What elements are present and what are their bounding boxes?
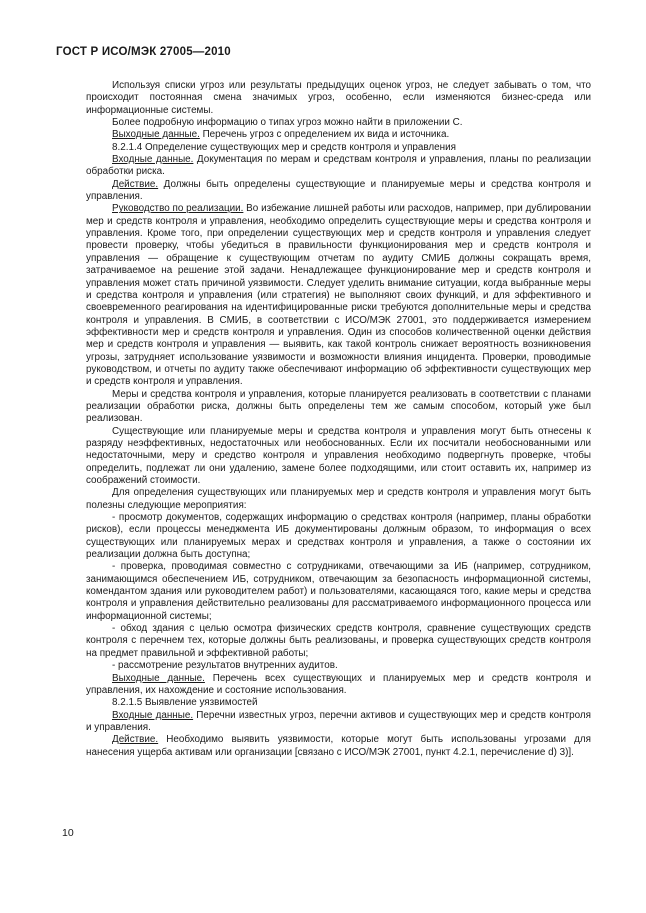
paragraph-text: - просмотр документов, содержащих информацию о средствах контроля (например, планы обработки рисков), если процессы менеджмента ИБ документированы должным образом, то информация о всех существующих или планируемых мерах и средствах контроля и управления, а также о состоянии их реализации должна быть доступна; xyxy=(86,512,591,561)
paragraph xyxy=(86,487,591,512)
page-number: 10 xyxy=(62,827,74,839)
paragraph-text: Во избежание лишней работы или расходов, например, при дублировании мер и средств контроля и управления, необходимо определить существующие меры и средства контроля и управления. Кроме того, при определении существующих мер и средств контроля и управления следует провести проверку, чтобы убедиться в правильности функционирования мер и средств контроля и управления — обращение к существующим отчетам по аудиту СМИБ должны сокращать время, затрачиваемое на решение этой задачи. Ненадлежащее функционирование мер и средств контроля и управления может стать причиной уязвимости. Следует уделить внимание ситуации, когда выбранные меры и средства контроля и управления (или стратегия) не выполняют своих функций, и для эффективного и своевременного реагирования на идентифицированные риски требуются дополнительные меры и средства контроля и управления. В СМИБ, в соответствии с ИСО/МЭК 27001, это поддерживается измерением эффективности мер и средств контроля и управления. Один из способов количественной оценки действия мер и средств контроля и управления — выявить, как такой контроль снижает вероятность возникновения угрозы, затрудняет использование уязвимости и возможности влияния инцидента. Проверки, проводимые руководством, и отчеты по аудиту также обеспечивают информацию об эффективности существующих мер и средств контроля и управления. xyxy=(86,203,591,388)
paragraph xyxy=(86,426,591,488)
paragraph xyxy=(86,154,591,179)
list-item xyxy=(86,623,591,660)
paragraph xyxy=(86,203,591,388)
paragraph-label: Действие. xyxy=(112,734,159,746)
paragraph xyxy=(86,179,591,204)
section-heading xyxy=(86,697,591,709)
paragraph-text: Перечень угроз с определением их вида и источника. xyxy=(199,129,450,141)
list-item xyxy=(86,512,591,561)
paragraph-text: Более подробную информацию о типах угроз можно найти в приложении С. xyxy=(112,117,463,129)
paragraph xyxy=(86,389,591,426)
paragraph-text: - проверка, проводимая совместно с сотрудниками, отвечающими за ИБ (например, сотрудником, занимающимся обеспечением ИБ, сотрудником, отвечающим за безопасность информационной системы, комендантом здания или руководителем работ) и пользователями, касающаяся того, какие меры и средства контроля и управления действительно реализованы для рассматриваемого информационного процесса или информационной системы; xyxy=(86,561,591,622)
paragraph-text: - рассмотрение результатов внутренних аудитов. xyxy=(112,660,338,672)
paragraph-text: - обход здания с целью осмотра физических средств контроля, сравнение существующих средств контроля с перечнем тех, которые должны быть реализованы, и проверка существующих средств контроля на предмет правильной и эффективной работы; xyxy=(86,623,591,659)
section-heading xyxy=(86,142,591,154)
paragraph-label: Руководство по реализации. xyxy=(112,203,244,215)
paragraph-label: Выходные данные. xyxy=(112,672,205,684)
paragraph xyxy=(86,129,591,141)
paragraph-text: Необходимо выявить уязвимости, которые могут быть использованы угрозами для нанесения ущерба активам или организации [связано с ИСО/МЭК 27001, пункт 4.2.1, перечисление d) 3)]. xyxy=(86,734,591,758)
document-body xyxy=(86,80,591,759)
paragraph-text: Для определения существующих или планируемых мер и средств контроля и управления могут быть полезны следующие мероприятия: xyxy=(86,487,591,511)
paragraph xyxy=(86,710,591,735)
paragraph-label: Входные данные. xyxy=(112,709,194,721)
paragraph-text: 8.2.1.4 Определение существующих мер и средств контроля и управления xyxy=(112,141,456,153)
paragraph xyxy=(86,673,591,698)
paragraph-text: Используя списки угроз или результаты предыдущих оценок угроз, не следует забывать о том, что происходит постоянная смена значимых угроз, особенно, если изменяются бизнес-среда или информационные системы. xyxy=(86,80,591,116)
paragraph-label: Действие. xyxy=(112,178,159,190)
paragraph-text: Существующие или планируемые меры и средства контроля и управления могут быть отнесены к разряду неэффективных, недостаточных или необоснованных. Если их посчитали необоснованными или недостаточными, меру и средство контроля и управления необходимо подвергнуть проверке, чтобы определить, подлежат ли они удалению, замене более подходящими, или стоит оставить их, например из соображений стоимости. xyxy=(86,425,591,486)
paragraph xyxy=(86,734,591,759)
list-item xyxy=(86,660,591,672)
paragraph-label: Входные данные. xyxy=(112,154,194,166)
paragraph-label: Выходные данные. xyxy=(112,129,200,141)
paragraph-text: Документация по мерам и средствам контроля и управления, планы по реализации обработки риска. xyxy=(86,154,591,178)
paragraph xyxy=(86,117,591,129)
list-item xyxy=(86,561,591,623)
paragraph-text: Перечни известных угроз, перечни активов и существующих мер и средств контроля и управления. xyxy=(86,709,591,733)
standard-title: ГОСТ Р ИСО/МЭК 27005—2010 xyxy=(56,46,231,58)
paragraph xyxy=(86,80,591,117)
paragraph-text: Перечень всех существующих и планируемых мер и средств контроля и управления, их нахождение и состояние использования. xyxy=(86,672,591,696)
paragraph-text: 8.2.1.5 Выявление уязвимостей xyxy=(112,697,258,709)
paragraph-text: Должны быть определены существующие и планируемые меры и средства контроля и управления. xyxy=(86,178,591,203)
paragraph-text: Меры и средства контроля и управления, которые планируется реализовать в соответствии с планами реализации обработки риска, должны быть определены тем же самым способом, который уже был реализован. xyxy=(86,388,591,425)
